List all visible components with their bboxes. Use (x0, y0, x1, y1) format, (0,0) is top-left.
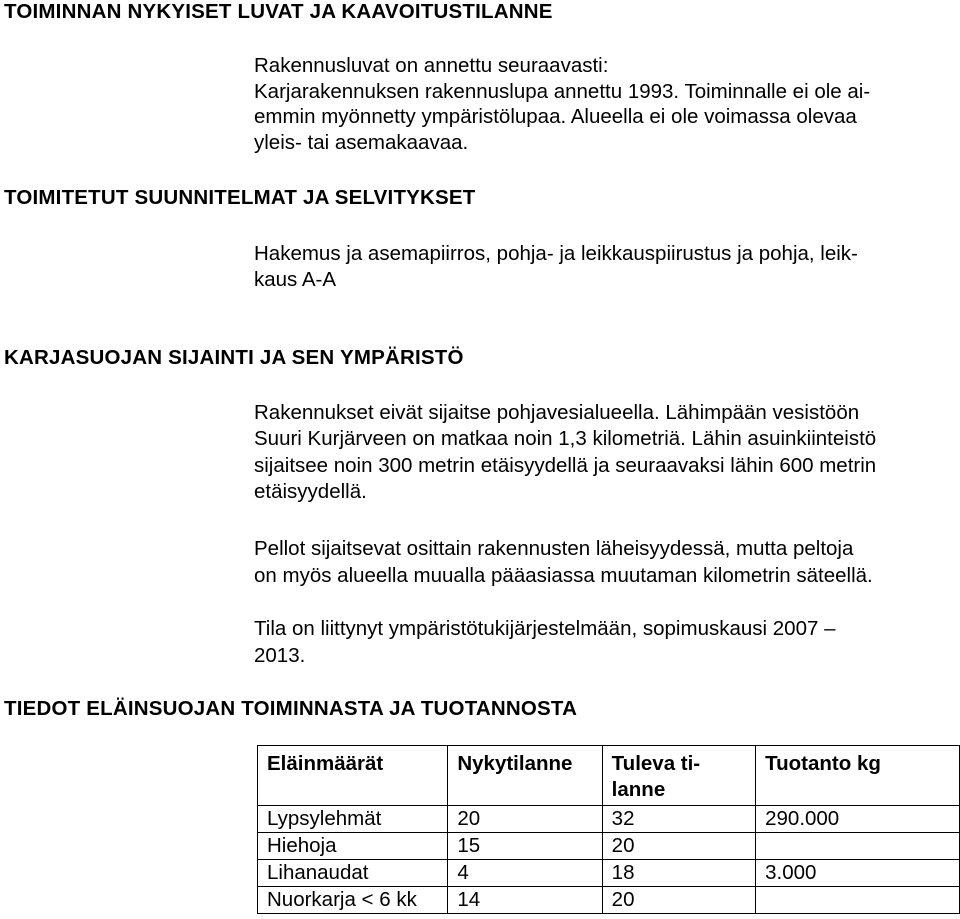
section-heading-permits: TOIMINNAN NYKYISET LUVAT JA KAAVOITUSTILANNE (4, 0, 553, 23)
fields-text-line: Pellot sijaitsevat osittain rakennusten läheisyydessä, mutta peltoja (254, 537, 854, 560)
table-cell: 20 (602, 887, 755, 914)
table-cell: 20 (448, 806, 602, 833)
location-text-line: Suuri Kurjärveen on matkaa noin 1,3 kilometriä. Lähin asuinkiinteistö (254, 427, 877, 450)
table-cell: 14 (448, 887, 602, 914)
table-cell: 290.000 (756, 806, 960, 833)
location-text-line: sijaitsee noin 300 metrin etäisyydellä ja seuraavaksi lähin 600 metrin (254, 454, 877, 477)
table-cell: Lypsylehmät (258, 806, 448, 833)
table-cell: 20 (602, 833, 755, 860)
table-cell: 4 (448, 860, 602, 887)
column-header: Tuleva ti- lanne (602, 746, 755, 806)
permits-text-line: emmin myönnetty ympäristölupaa. Alueella ei ole voimassa olevaa (254, 105, 857, 128)
subsidy-text-line: 2013. (254, 644, 306, 667)
table-cell: Lihanaudat (258, 860, 448, 887)
table-row (258, 887, 960, 914)
fields-text-line: on myös alueella muualla pääasiassa muutaman kilometrin säteellä. (254, 564, 873, 587)
permits-text-line: Rakennusluvat on annettu seuraavasti: (254, 54, 609, 77)
table-row (258, 833, 960, 860)
table-cell: 18 (602, 860, 755, 887)
table-cell (756, 887, 960, 914)
plans-text-line: Hakemus ja asemapiirros, pohja- ja leikkauspiirustus ja pohja, leik- (254, 242, 858, 265)
column-header: Eläinmäärät (258, 746, 448, 806)
permits-text-line: yleis- tai asemakaavaa. (254, 131, 469, 154)
permits-text-line: Karjarakennuksen rakennuslupa annettu 1993. Toiminnalle ei ole ai- (254, 80, 871, 103)
subsidy-text-line: Tila on liittynyt ympäristötukijärjestelmään, sopimuskausi 2007 – (254, 617, 836, 640)
column-header: Nykytilanne (448, 746, 602, 806)
column-header: Tuotanto kg (756, 746, 960, 806)
section-heading-location: KARJASUOJAN SIJAINTI JA SEN YMPÄRISTÖ (4, 346, 464, 369)
table-row (258, 860, 960, 887)
section-heading-plans: TOIMITETUT SUUNNITELMAT JA SELVITYKSET (4, 186, 476, 209)
location-text-line: Rakennukset eivät sijaitse pohjavesialueella. Lähimpään vesistöön (254, 401, 860, 424)
table-cell: 3.000 (756, 860, 960, 887)
section-heading-operations: TIEDOT ELÄINSUOJAN TOIMINNASTA JA TUOTANNOSTA (4, 697, 578, 720)
table-cell: Hiehoja (258, 833, 448, 860)
table-cell (756, 833, 960, 860)
animal-count-table (257, 745, 960, 914)
table-cell: Nuorkarja < 6 kk (258, 887, 448, 914)
table-cell: 15 (448, 833, 602, 860)
table-cell: 32 (602, 806, 755, 833)
plans-text-line: kaus A-A (254, 268, 337, 291)
table-header-row (258, 746, 960, 806)
location-text-line: etäisyydellä. (254, 480, 367, 503)
table-row (258, 806, 960, 833)
